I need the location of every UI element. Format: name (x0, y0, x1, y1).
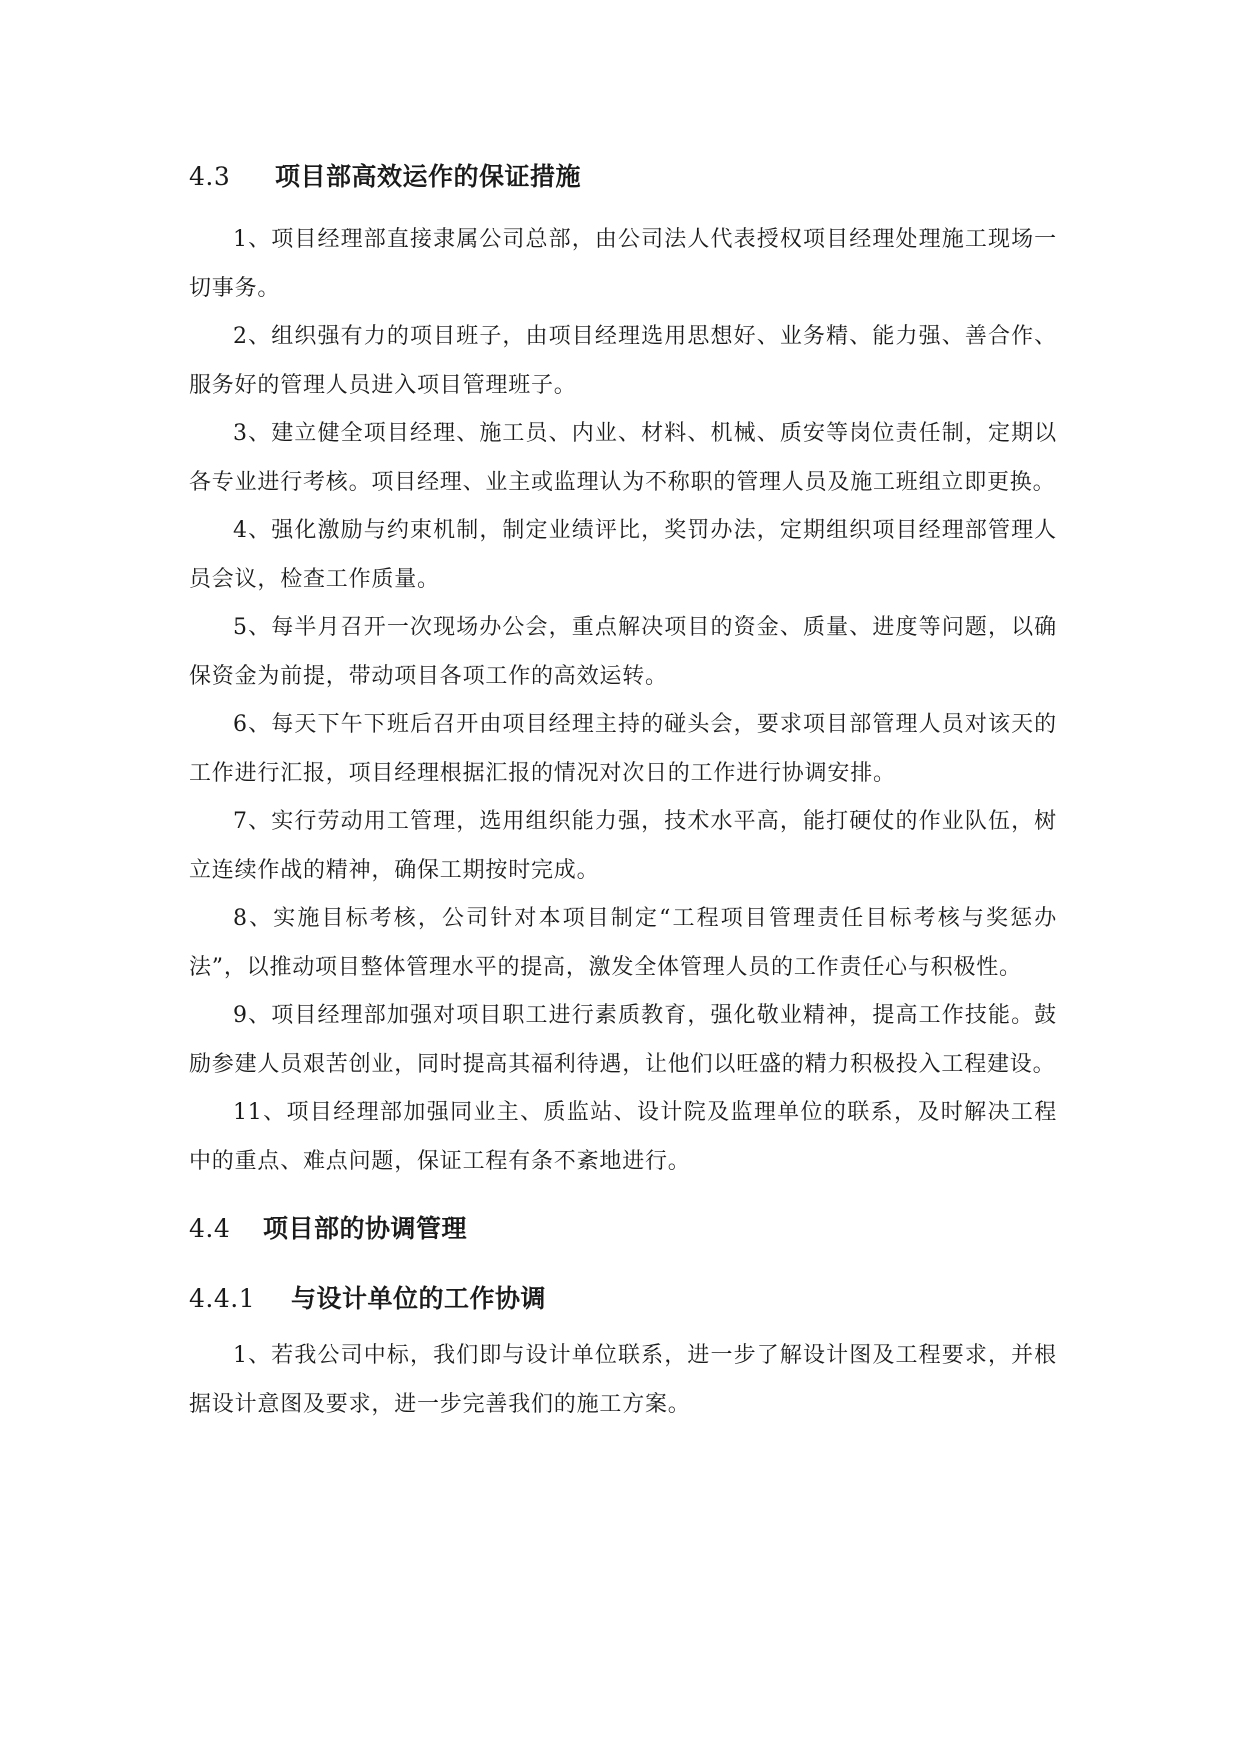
section-heading-4-4 (189, 1212, 1057, 1246)
section-number: 4.4.1 (189, 1284, 256, 1313)
page-content (189, 160, 1057, 1429)
section-title: 项目部高效运作的保证措施 (275, 162, 582, 191)
paragraph-item-5: 5、每半月召开一次现场办公会，重点解决项目的资金、质量、进度等问题，以确保资金为前提，带动项目各项工作的高效运转。 (189, 615, 1057, 689)
paragraph-design-coordination-1: 1、若我公司中标，我们即与设计单位联系，进一步了解设计图及工程要求，并根据设计意图及要求，进一步完善我们的施工方案。 (189, 1343, 1057, 1417)
paragraph-item-1: 1、项目经理部直接隶属公司总部，由公司法人代表授权项目经理处理施工现场一切事务。 (189, 227, 1057, 301)
section-heading-4-3 (189, 160, 1057, 194)
section-heading-4-4-1 (189, 1282, 1057, 1316)
paragraph-item-2: 2、组织强有力的项目班子，由项目经理选用思想好、业务精、能力强、善合作、服务好的管理人员进入项目管理班子。 (189, 324, 1057, 398)
paragraph-item-7: 7、实行劳动用工管理，选用组织能力强，技术水平高，能打硬仗的作业队伍，树立连续作战的精神，确保工期按时完成。 (189, 809, 1057, 883)
paragraph-item-3: 3、建立健全项目经理、施工员、内业、材料、机械、质安等岗位责任制，定期以各专业进行考核。项目经理、业主或监理认为不称职的管理人员及施工班组立即更换。 (189, 421, 1057, 495)
paragraph-item-8: 8、实施目标考核，公司针对本项目制定“工程项目管理责任目标考核与奖惩办法”，以推动项目整体管理水平的提高，激发全体管理人员的工作责任心与积极性。 (189, 906, 1057, 980)
section-title: 项目部的协调管理 (263, 1214, 468, 1243)
section-title: 与设计单位的工作协调 (291, 1284, 547, 1313)
paragraph-item-4: 4、强化激励与约束机制，制定业绩评比，奖罚办法，定期组织项目经理部管理人员会议，检查工作质量。 (189, 518, 1057, 592)
paragraph-item-6: 6、每天下午下班后召开由项目经理主持的碰头会，要求项目部管理人员对该天的工作进行汇报，项目经理根据汇报的情况对次日的工作进行协调安排。 (189, 712, 1057, 786)
section-number: 4.3 (189, 162, 231, 191)
paragraph-item-9: 9、项目经理部加强对项目职工进行素质教育，强化敬业精神，提高工作技能。鼓励参建人员艰苦创业，同时提高其福利待遇，让他们以旺盛的精力积极投入工程建设。 (189, 1003, 1057, 1077)
paragraph-item-11: 11、项目经理部加强同业主、质监站、设计院及监理单位的联系，及时解决工程中的重点、难点问题，保证工程有条不紊地进行。 (189, 1100, 1057, 1174)
section-number: 4.4 (189, 1214, 231, 1243)
